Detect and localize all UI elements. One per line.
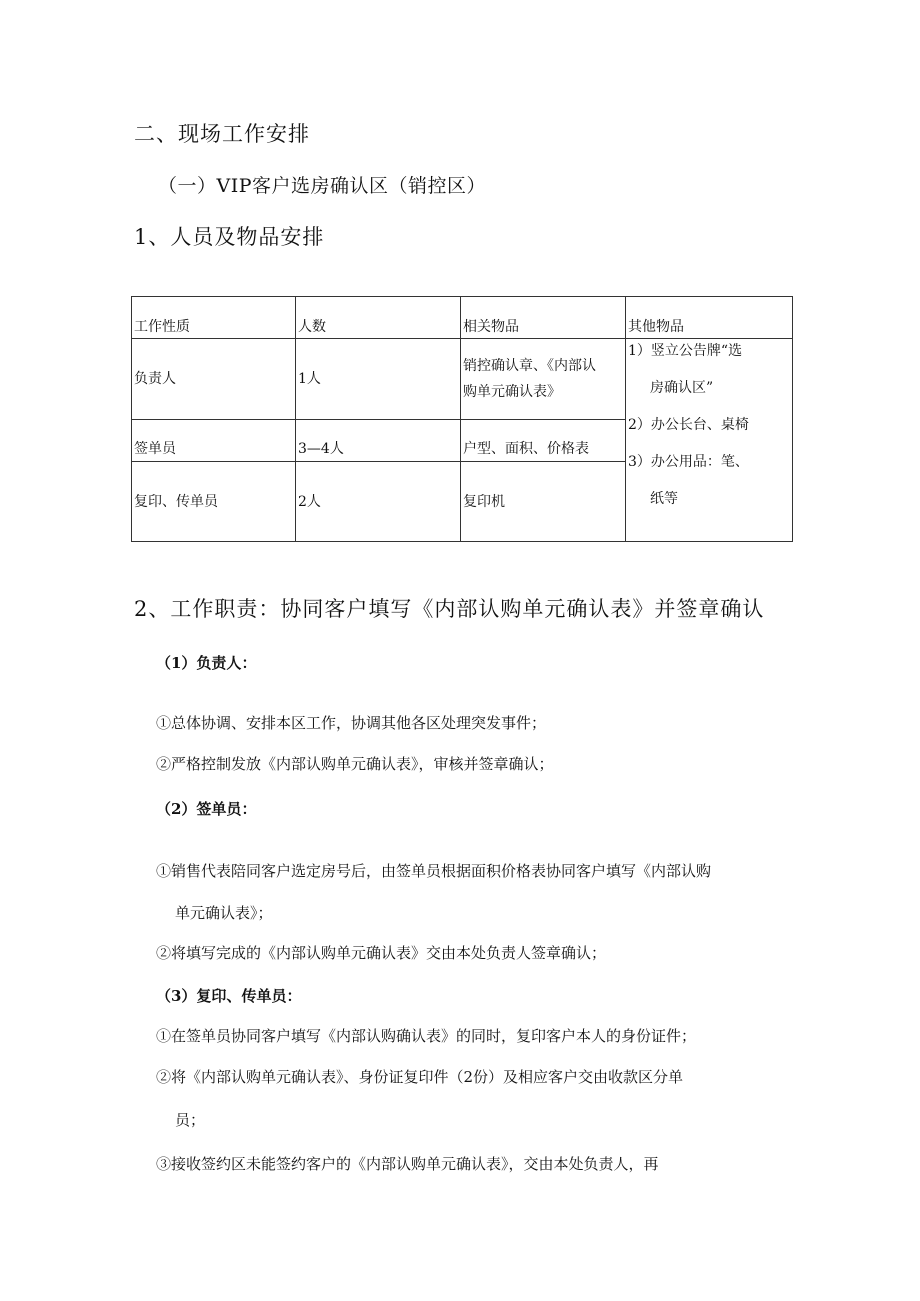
duty-line: ③接收签约区未能签约客户的《内部认购单元确认表》，交由本处负责人，再 [156, 1155, 659, 1173]
other-items-cell [626, 339, 793, 542]
header-cell-role: 工作性质 [132, 297, 296, 339]
header-cell-other: 其他物品 [626, 297, 793, 339]
other-item-line: 1）竖立公告牌“选 [628, 343, 743, 359]
other-item-line: 纸等 [650, 491, 678, 507]
duty-line: 单元确认表》； [175, 904, 273, 922]
duty-line: ①销售代表陪同客户选定房号后，由签单员根据面积价格表协同客户填写《内部认购 [156, 862, 712, 880]
row-count: 2人 [296, 462, 461, 542]
duty-line: ②严格控制发放《内部认购单元确认表》，审核并签章确认； [156, 755, 554, 773]
row-role: 复印、传单员 [132, 462, 296, 542]
row-count: 3—4人 [296, 420, 461, 462]
group-heading: （1）负责人： [156, 654, 257, 672]
other-item-line: 2）办公长台、桌椅 [628, 417, 749, 433]
other-item-line: 房确认区” [650, 380, 714, 396]
row-role: 负责人 [132, 339, 296, 420]
duty-line: ①在签单员协同客户填写《内部认购确认表》的同时，复印客户本人的身份证件； [156, 1027, 697, 1045]
duty-line: 员； [175, 1111, 206, 1129]
header-cell-count: 人数 [296, 297, 461, 339]
duty-line: ②将《内部认购单元确认表》、身份证复印件（2份）及相应客户交由收款区分单 [156, 1068, 684, 1086]
row-role: 签单员 [132, 420, 296, 462]
part2-title: 2、工作职责：协同客户填写《内部认购单元确认表》并签章确认 [134, 597, 765, 621]
duty-line: ②将填写完成的《内部认购单元确认表》交由本处负责人签章确认； [156, 944, 607, 962]
row-items [461, 339, 626, 420]
group-heading: （3）复印、传单员： [156, 987, 302, 1005]
duty-line: ①总体协调、安排本区工作，协调其他各区处理突发事件； [156, 714, 547, 732]
table-header-row [132, 297, 793, 339]
row-items: 复印机 [461, 462, 626, 542]
row-items-line: 销控确认章、《内部认 [463, 358, 596, 374]
subsection-title: （一）VIP客户选房确认区（销控区） [158, 175, 487, 197]
part1-title: 1、人员及物品安排 [134, 225, 325, 249]
row-items-line: 购单元确认表》 [463, 384, 561, 400]
header-cell-items: 相关物品 [461, 297, 626, 339]
row-items: 户型、面积、价格表 [461, 420, 626, 462]
row-count: 1人 [296, 339, 461, 420]
table-row [132, 339, 793, 420]
other-item-line: 3）办公用品：笔、 [628, 454, 749, 470]
staff-items-table [131, 296, 793, 542]
group-heading: （2）签单员： [156, 800, 257, 818]
section-title: 二、现场工作安排 [134, 122, 310, 146]
